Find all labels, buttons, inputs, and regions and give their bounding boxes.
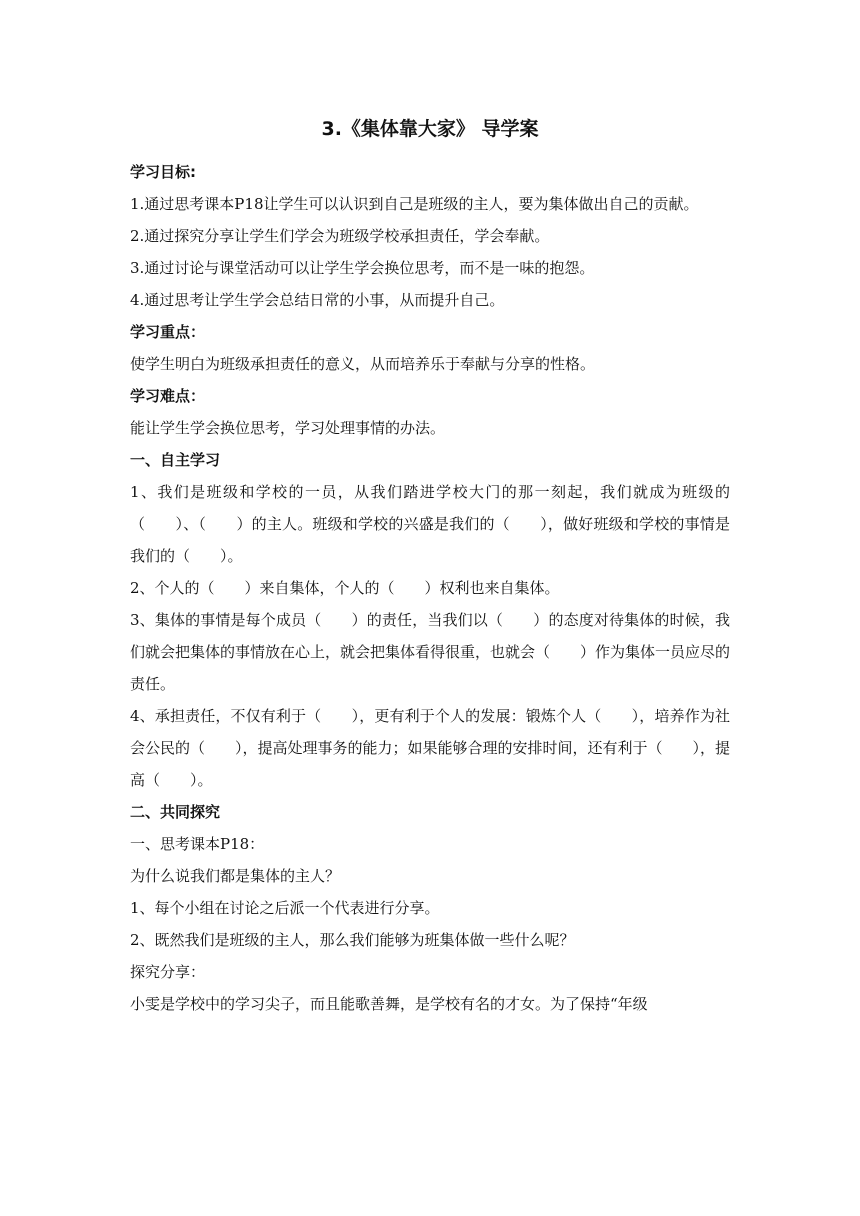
heading-difficult-points: 学习难点： — [130, 387, 206, 405]
paragraph-question-3: 3、集体的事情是每个成员（ ）的责任，当我们以（ ）的态度对待集体的时候，我们就会把集体的事情放在心上，就会把集体看得很重，也就会（ ）作为集体一员应尽的责任。 — [130, 611, 731, 693]
paragraph-difficult-point: 能让学生学会换位思考，学习处理事情的办法。 — [130, 419, 446, 437]
paragraph-what-can-we-do: 2、既然我们是班级的主人，那么我们能够为班集体做一些什么呢？ — [130, 931, 575, 949]
heading-joint-inquiry: 二、共同探究 — [130, 803, 221, 821]
paragraph-goal-4: 4.通过思考让学生学会总结日常的小事，从而提升自己。 — [130, 291, 505, 309]
heading-learning-goals: 学习目标: — [130, 163, 196, 181]
heading-key-points: 学习重点： — [130, 323, 206, 341]
paragraph-goal-3: 3.通过讨论与课堂活动可以让学生学会换位思考，而不是一味的抱怨。 — [130, 259, 595, 277]
heading-self-study: 一、自主学习 — [130, 451, 221, 469]
document-title: 3.《集体靠大家》 导学案 — [321, 118, 539, 140]
paragraph-inquiry-share: 探究分享： — [130, 963, 206, 981]
paragraph-question-2: 2、个人的（ ）来自集体，个人的（ ）权利也来自集体。 — [130, 579, 560, 597]
paragraph-story-start: 小雯是学校中的学习尖子，而且能歌善舞，是学校有名的才女。为了保持“年级 — [130, 995, 648, 1013]
paragraph-goal-1: 1.通过思考课本P18让学生可以认识到自己是班级的主人，要为集体做出自己的贡献。 — [130, 195, 699, 213]
paragraph-key-point: 使学生明白为班级承担责任的意义，从而培养乐于奉献与分享的性格。 — [130, 355, 596, 373]
paragraph-goal-2: 2.通过探究分享让学生们学会为班级学校承担责任，学会奉献。 — [130, 227, 550, 245]
paragraph-group-share: 1、每个小组在讨论之后派一个代表进行分享。 — [130, 899, 440, 917]
document-page — [130, 114, 730, 1020]
paragraph-why-masters: 为什么说我们都是集体的主人？ — [130, 867, 341, 885]
paragraph-question-4: 4、承担责任，不仅有利于（ ），更有利于个人的发展：锻炼个人（ ），培养作为社会公民的（ ），提高处理事务的能力；如果能够合理的安排时间，还有利于（ ），提高（ ）。 — [130, 707, 731, 789]
paragraph-think-textbook: 一、思考课本P18： — [130, 835, 265, 853]
paragraph-question-1: 1、我们是班级和学校的一员，从我们踏进学校大门的那一刻起，我们就成为班级的（ ）、（ ）的主人。班级和学校的兴盛是我们的（ ），做好班级和学校的事情是我们的（ ）。 — [130, 483, 730, 565]
